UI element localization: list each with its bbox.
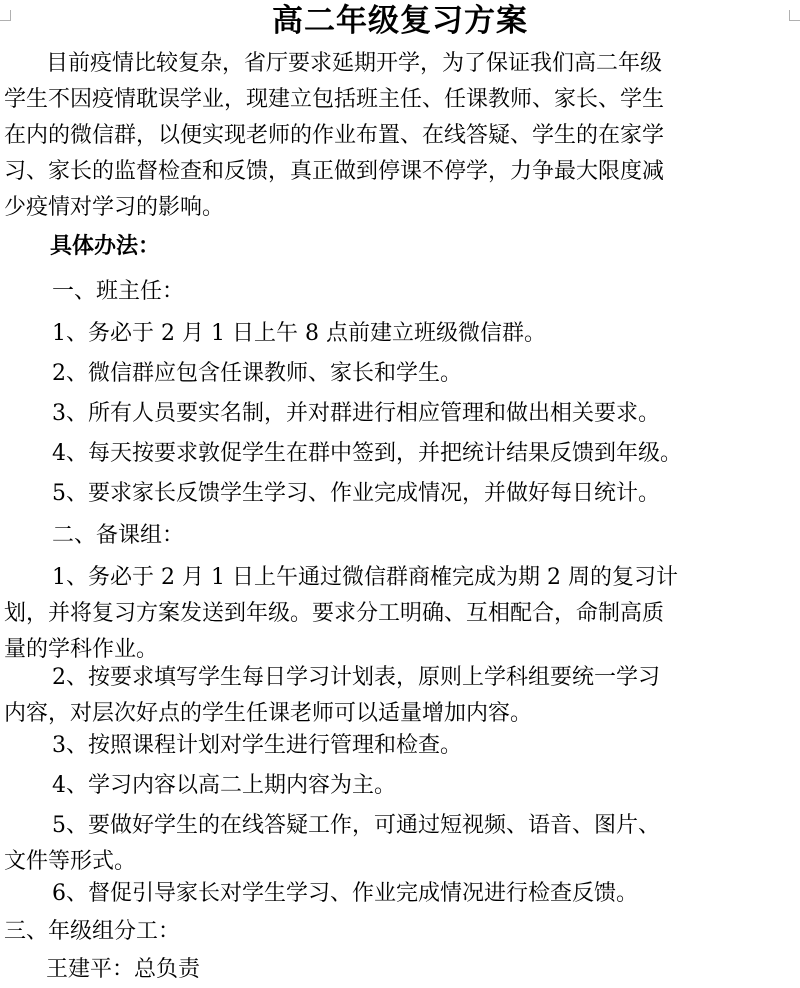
document-title: 高二年级复习方案 bbox=[272, 3, 528, 39]
intro-paragraph bbox=[0, 46, 800, 226]
list-item bbox=[0, 808, 800, 880]
intro-line: 目前疫情比较复杂，省厅要求延期开学，为了保证我们高二年级 bbox=[46, 51, 663, 76]
intro-line: 少疫情对学习的影响。 bbox=[4, 195, 225, 220]
list-item: 2、微信群应包含任课教师、家长和学生。 bbox=[52, 361, 462, 386]
list-item: 6、督促引导家长对学生学习、作业完成情况进行检查反馈。 bbox=[52, 881, 638, 906]
item-line: 内容，对层次好点的学生任课老师可以适量增加内容。 bbox=[4, 701, 533, 726]
list-item: 3、所有人员要实名制，并对群进行相应管理和做出相关要求。 bbox=[52, 401, 660, 426]
item-line: 5、要做好学生的在线答疑工作，可通过短视频、语音、图片、 bbox=[52, 813, 660, 838]
item-line: 2、按要求填写学生每日学习计划表，原则上学科组要统一学习 bbox=[52, 665, 660, 690]
list-item: 王建平：总负责 bbox=[46, 957, 201, 982]
section3-heading: 三、年级组分工： bbox=[4, 919, 181, 944]
intro-line: 学生不因疫情耽误学业，现建立包括班主任、任课教师、家长、学生 bbox=[4, 87, 665, 112]
list-item bbox=[0, 560, 800, 668]
intro-line: 在内的微信群，以便实现老师的作业布置、在线答疑、学生的在家学 bbox=[4, 123, 665, 148]
list-item: 4、每天按要求敦促学生在群中签到，并把统计结果反馈到年级。 bbox=[52, 441, 682, 466]
item-line: 文件等形式。 bbox=[4, 849, 137, 874]
section2-heading: 二、备课组： bbox=[52, 523, 185, 548]
item-line: 1、务必于 2 月 1 日上午通过微信群商榷完成为期 2 周的复习计 bbox=[52, 565, 678, 590]
item-line: 量的学科作业。 bbox=[4, 637, 159, 662]
section1-heading: 一、班主任： bbox=[52, 279, 185, 304]
list-item: 4、学习内容以高二上期内容为主。 bbox=[52, 773, 396, 798]
list-item bbox=[0, 660, 800, 732]
methods-heading: 具体办法： bbox=[50, 233, 161, 259]
list-item: 3、按照课程计划对学生进行管理和检查。 bbox=[52, 733, 462, 758]
intro-line: 习、家长的监督检查和反馈，真正做到停课不停学，力争最大限度减 bbox=[4, 159, 665, 184]
list-item: 1、务必于 2 月 1 日上午 8 点前建立班级微信群。 bbox=[52, 321, 546, 346]
item-line: 划，并将复习方案发送到年级。要求分工明确、互相配合，命制高质 bbox=[4, 601, 665, 626]
list-item: 5、要求家长反馈学生学习、作业完成情况，并做好每日统计。 bbox=[52, 481, 660, 506]
